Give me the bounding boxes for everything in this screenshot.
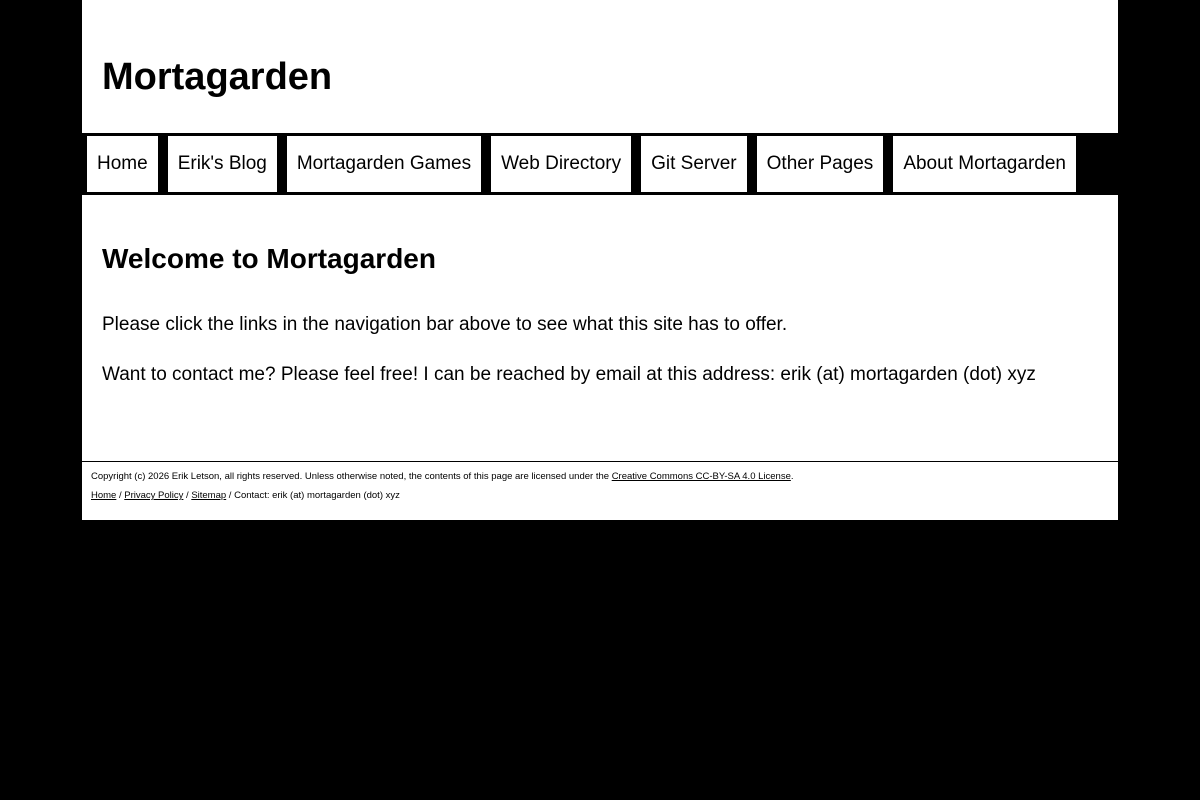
nav-item-git-server[interactable]: Git Server bbox=[641, 136, 747, 192]
welcome-heading: Welcome to Mortagarden bbox=[102, 243, 436, 274]
nav-item-home[interactable]: Home bbox=[87, 136, 158, 192]
footer-privacy-link[interactable]: Privacy Policy bbox=[124, 490, 184, 501]
intro-paragraph: Please click the links in the navigation bar above to see what this site has to offer. bbox=[102, 314, 788, 335]
copyright-text: Copyright (c) 2026 Erik Letson, all rights reserved. Unless otherwise noted, the contents of this page are licensed under the bbox=[91, 471, 612, 482]
nav-item-mortagarden-games[interactable]: Mortagarden Games bbox=[287, 136, 481, 192]
footer-separator: / bbox=[116, 490, 125, 501]
site-title: Mortagarden bbox=[102, 56, 333, 98]
copyright-period: . bbox=[790, 471, 794, 482]
footer-copyright-line bbox=[91, 471, 794, 483]
nav-item-web-directory[interactable]: Web Directory bbox=[491, 136, 631, 192]
navigation-bar bbox=[82, 133, 1118, 195]
license-link[interactable]: Creative Commons CC-BY-SA 4.0 License bbox=[611, 471, 791, 482]
site-footer bbox=[82, 461, 1118, 520]
footer-sitemap-link[interactable]: Sitemap bbox=[191, 490, 227, 501]
nav-item-about-mortagarden[interactable]: About Mortagarden bbox=[893, 136, 1076, 192]
nav-item-other-pages[interactable]: Other Pages bbox=[757, 136, 884, 192]
page-container bbox=[82, 0, 1118, 520]
footer-links-line bbox=[91, 490, 400, 502]
nav-item-eriks-blog[interactable]: Erik's Blog bbox=[168, 136, 277, 192]
footer-separator: / bbox=[183, 490, 192, 501]
footer-home-link[interactable]: Home bbox=[91, 490, 117, 501]
main-content bbox=[82, 195, 1118, 461]
contact-paragraph: Want to contact me? Please feel free! I can be reached by email at this address: erik (at) mortagarden (dot) xyz bbox=[102, 364, 1036, 385]
site-header bbox=[82, 0, 1118, 133]
footer-contact-text: / Contact: erik (at) mortagarden (dot) xyz bbox=[226, 490, 400, 501]
